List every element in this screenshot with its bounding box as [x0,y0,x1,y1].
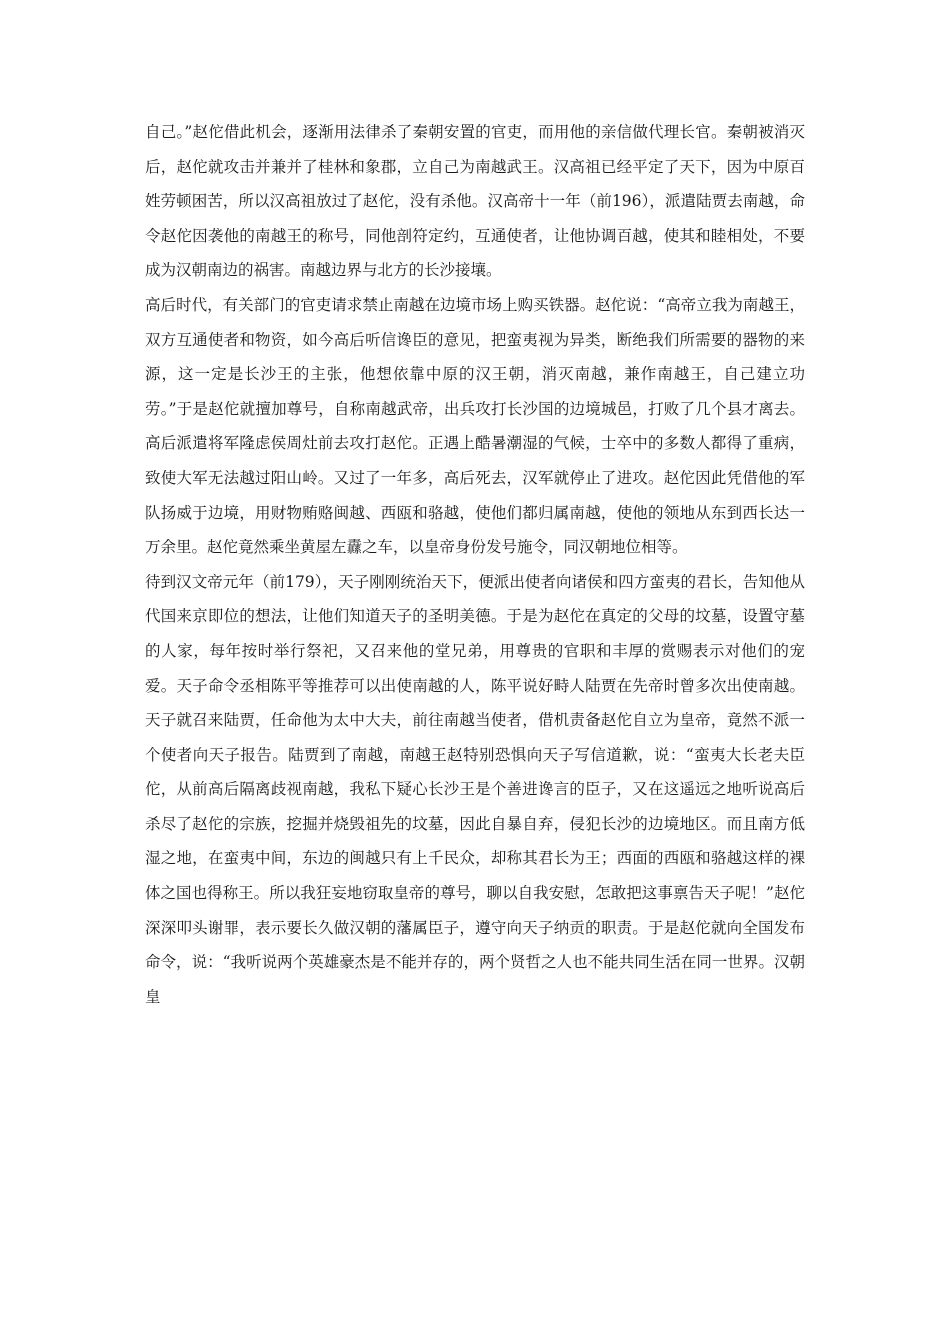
paragraph-2: 高后时代，有关部门的官吏请求禁止南越在边境市场上购买铁器。赵佗说：“高帝立我为南越王，双方互通使者和物资，如今高后听信谗臣的意见，把蛮夷视为异类，断绝我们所需要的器物的来源，这一定是长沙王的主张，他想依靠中原的汉王朝，消灭南越，兼作南越王，自己建立功劳。”于是赵佗就擅加尊号，自称南越武帝，出兵攻打长沙国的边境城邑，打败了几个县才离去。高后派遣将军隆虑侯周灶前去攻打赵佗。正遇上酷暑潮湿的气候，士卒中的多数人都得了重病，致使大军无法越过阳山岭。又过了一年多，高后死去，汉军就停止了进攻。赵佗因此凭借他的军队扬威于边境，用财物贿赂闽越、西瓯和骆越，使他们都归属南越，使他的领地从东到西长达一万余里。赵佗竟然乘坐黄屋左纛之车，以皇帝身份发号施令，同汉朝地位相等。 [145,295,805,557]
paragraph-1: 自己。”赵佗借此机会，逐渐用法律杀了秦朝安置的官吏，而用他的亲信做代理长官。秦朝被消灭后，赵佗就攻击并兼并了桂林和象郡，立自己为南越武王。汉高祖已经平定了天下，因为中原百姓劳顿困苦，所以汉高祖放过了赵佗，没有杀他。汉高帝十一年（前196），派遣陆贾去南越，命令赵佗因袭他的南越王的称号，同他剖符定约，互通使者，让他协调百越，使其和睦相处，不要成为汉朝南边的祸害。南越边界与北方的长沙接壤。 [145,123,805,280]
document-page [145,115,805,1014]
paragraph-3: 待到汉文帝元年（前179），天子刚刚统治天下，便派出使者向诸侯和四方蛮夷的君长，告知他从代国来京即位的想法，让他们知道天子的圣明美德。于是为赵佗在真定的父母的坟墓，设置守墓的人家，每年按时举行祭祀，又召来他的堂兄弟，用尊贵的官职和丰厚的赏赐表示对他们的宠爱。天子命令丞相陈平等推荐可以出使南越的人，陈平说好畤人陆贾在先帝时曾多次出使南越。天子就召来陆贾，任命他为太中大夫，前往南越当使者，借机责备赵佗自立为皇帝，竟然不派一个使者向天子报告。陆贾到了南越，南越王赵特别恐惧向天子写信道歉，说：“蛮夷大长老夫臣佗，从前高后隔离歧视南越，我私下疑心长沙王是个善进谗言的臣子，又在这遥远之地听说高后杀尽了赵佗的宗族，挖掘并烧毁祖先的坟墓，因此自暴自弃，侵犯长沙的边境地区。而且南方低湿之地，在蛮夷中间，东边的闽越只有上千民众，却称其君长为王；西面的西瓯和骆越这样的裸体之国也得称王。所以我狂妄地窃取皇帝的尊号，聊以自我安慰，怎敢把这事禀告天子呢！”赵佗深深叩头谢罪，表示要长久做汉朝的藩属臣子，遵守向天子纳贡的职责。于是赵佗就向全国发布命令，说：“我听说两个英雄豪杰是不能并存的，两个贤哲之人也不能共同生活在同一世界。汉朝皇 [145,572,805,1006]
